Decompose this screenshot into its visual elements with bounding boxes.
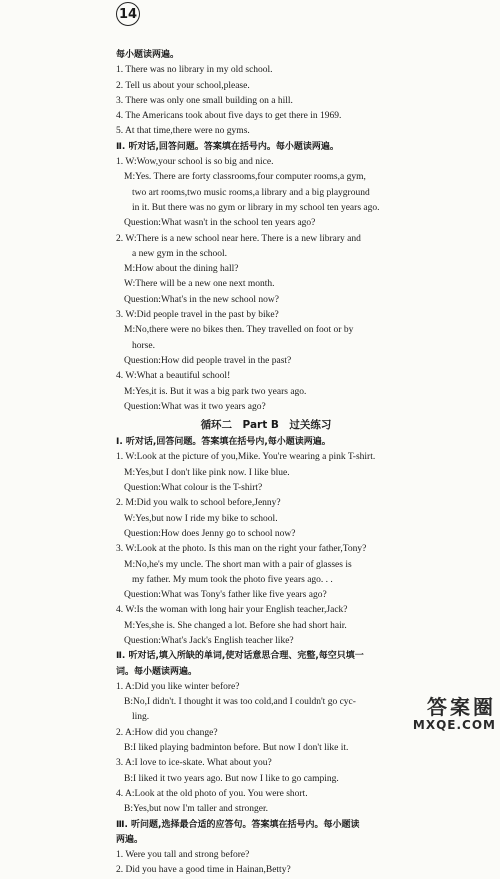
text-line: 5. At that time,there were no gyms.: [116, 126, 250, 137]
text-line: Question:What wasn't in the school ten years ago?: [124, 218, 316, 229]
text-line: 4. W:What a beautiful school!: [116, 371, 231, 382]
instruction-line: 词。每小题读两遍。: [116, 666, 198, 677]
text-line: B:No,I didn't. I thought it was too cold,and I couldn't go cyc-: [124, 697, 356, 708]
document-body: [116, 48, 416, 879]
text-line: 3. W:Look at the photo. Is this man on the right your father,Tony?: [116, 544, 367, 555]
text-line: Question:How does Jenny go to school now?: [124, 528, 296, 539]
text-line: Question:What's Jack's English teacher like?: [124, 635, 294, 646]
watermark-top: 答案圈: [427, 695, 496, 719]
page-number-badge: [116, 2, 140, 26]
watermark-bottom: MXQE.COM: [412, 718, 496, 732]
text-line: 4. The Americans took about five days to get there in 1969.: [116, 111, 342, 122]
text-line: M:No,there were no bikes then. They travelled on foot or by: [124, 325, 354, 336]
text-line: 3. W:Did people travel in the past by bike?: [116, 310, 279, 321]
text-line: W:There will be a new one next month.: [124, 279, 275, 290]
text-line: 2. M:Did you walk to school before,Jenny?: [116, 498, 281, 509]
text-line: Question:How did people travel in the past?: [124, 355, 292, 366]
text-line: a new gym in the school.: [132, 248, 227, 259]
page-number: 14: [118, 6, 138, 22]
text-line: horse.: [132, 340, 155, 351]
text-line: 1. W:Look at the picture of you,Mike. You're wearing a pink T-shirt.: [116, 452, 376, 463]
instruction-line: Ⅲ. 听问题,选择最合适的应答句。答案填在括号内。每小题读: [116, 819, 360, 830]
text-line: Question:What was Tony's father like five years ago?: [124, 590, 327, 601]
text-line: M:Yes,she is. She changed a lot. Before she had short hair.: [124, 620, 347, 631]
text-line: B:I liked playing badminton before. But now I don't like it.: [124, 743, 349, 754]
text-line: 4. W:Is the woman with long hair your English teacher,Jack?: [116, 605, 348, 616]
text-line: in it. But there was no gym or library in my school ten years ago.: [132, 202, 380, 213]
instruction-line: Ⅱ. 听对话,填入所缺的单词,使对话意思合理、完整,每空只填一: [116, 651, 364, 662]
text-line: Question:What was it two years ago?: [124, 401, 266, 412]
instruction-line: 每小题读两遍。: [116, 50, 180, 60]
text-line: M:No,he's my uncle. The short man with a pair of glasses is: [124, 559, 352, 570]
text-line: 3. There was only one small building on a hill.: [116, 95, 293, 106]
instruction-line: Ⅰ. 听对话,回答问题。答案填在括号内,每小题读两遍。: [116, 437, 331, 448]
text-line: two art rooms,two music rooms,a library and a big playground: [132, 187, 370, 198]
text-line: ling.: [132, 712, 150, 723]
text-line: 2. Did you have a good time in Hainan,Betty?: [116, 865, 291, 876]
text-line: M:Yes. There are forty classrooms,four computer rooms,a gym,: [124, 172, 366, 183]
text-line: B:Yes,but now I'm taller and stronger.: [124, 804, 269, 815]
text-line: Question:What colour is the T-shirt?: [124, 483, 263, 494]
text-line: 1. Were you tall and strong before?: [116, 850, 250, 861]
text-line: M:Yes,but I don't like pink now. I like blue.: [124, 467, 290, 478]
watermark-logo: [413, 696, 496, 732]
text-line: 2. W:There is a new school near here. There is a new library and: [116, 233, 361, 244]
section-title: 循环二 Part B 过关练习: [200, 419, 332, 432]
text-line: M:Yes,it is. But it was a big park two years ago.: [124, 386, 307, 397]
text-line: 4. A:Look at the old photo of you. You were short.: [116, 788, 308, 799]
text-line: W:Yes,but now I ride my bike to school.: [124, 513, 278, 524]
text-line: 1. A:Did you like winter before?: [116, 681, 240, 692]
text-line: my father. My mum took the photo five years ago. . .: [132, 574, 333, 585]
text-line: M:How about the dining hall?: [124, 264, 239, 275]
instruction-line: Ⅱ. 听对话,回答问题。答案填在括号内。每小题读两遍。: [116, 141, 339, 152]
text-line: Question:What's in the new school now?: [124, 294, 280, 305]
text-line: 3. A:I love to ice-skate. What about you?: [116, 758, 272, 769]
text-line: B:I liked it two years ago. But now I like to go camping.: [124, 773, 339, 784]
text-line: 2. Tell us about your school,please.: [116, 80, 250, 91]
text-line: 1. There was no library in my old school.: [116, 65, 273, 76]
text-line: 1. W:Wow,your school is so big and nice.: [116, 157, 274, 168]
text-line: 2. A:How did you change?: [116, 727, 218, 738]
instruction-line: 两遍。: [116, 834, 144, 845]
